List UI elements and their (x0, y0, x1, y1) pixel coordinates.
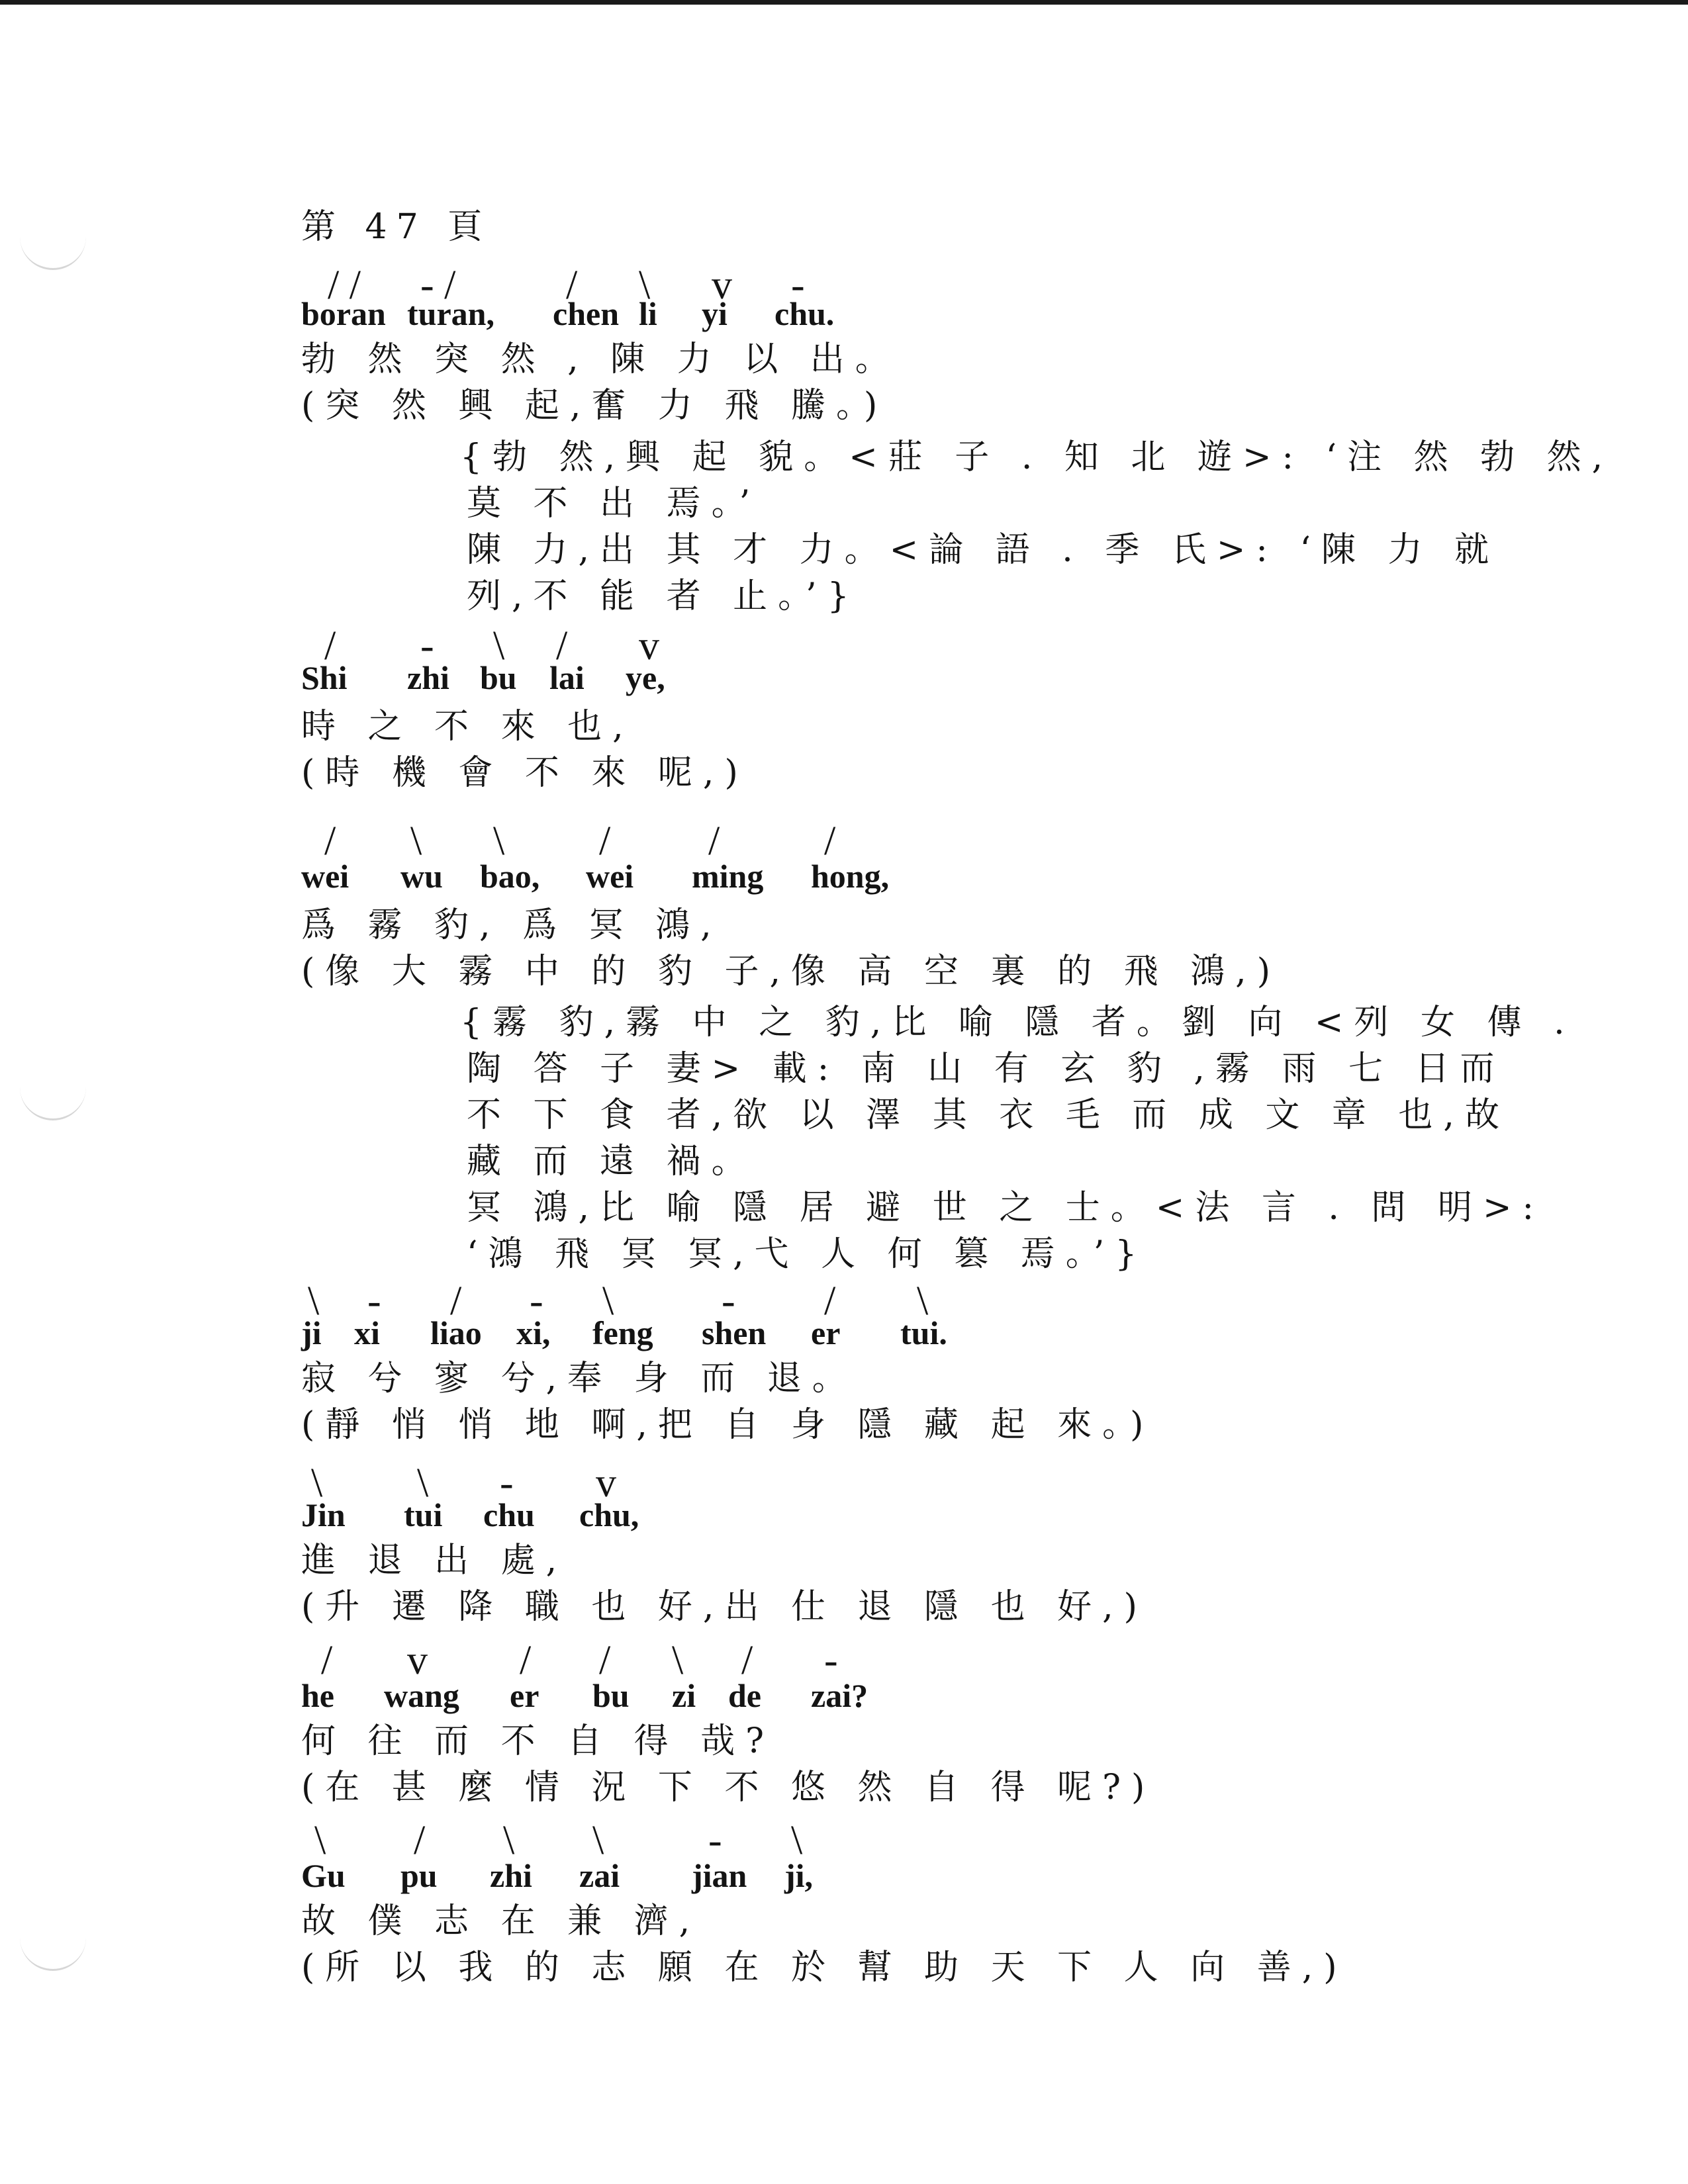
annotation-line: {勃 然,興 起 貌。<莊 子 . 知 北 遊>: ‘注 然 勃 然, (460, 437, 1614, 477)
tone-mark: / (741, 1638, 753, 1683)
pinyin-syllable: wang (384, 1677, 459, 1714)
pinyin-syllable: chu. (774, 295, 835, 332)
annotation-line: ‘鴻 飛 冥 冥,弋 人 何 篡 焉。’} (467, 1234, 1148, 1274)
chinese-line: 勃 然 突 然 , 陳 力 以 出。 (301, 340, 900, 379)
pinyin-syllable: wei (586, 858, 634, 895)
chinese-line: 何 往 而 不 自 得 哉? (301, 1721, 775, 1761)
tone-mark: - (708, 1818, 722, 1863)
tone-mark: / / (328, 263, 361, 308)
tone-mark: / (599, 1638, 611, 1683)
tone-mark: \ (503, 1818, 515, 1863)
punch-hole-mark (20, 1929, 86, 1971)
pinyin-syllable: tui. (900, 1314, 947, 1351)
tone-mark: \ (493, 819, 505, 864)
pinyin-syllable: zhi (490, 1857, 532, 1894)
pinyin-syllable: er (811, 1314, 841, 1351)
annotation-line: 藏 而 遠 禍。 (467, 1142, 757, 1181)
translation-line: (靜 悄 悄 地 啊,把 自 身 隱 藏 起 來。) (301, 1405, 1154, 1445)
tone-mark: / (324, 623, 336, 668)
tone-mark: v (596, 1461, 616, 1506)
pinyin-syllable: jian (692, 1857, 747, 1894)
tone-mark: \ (314, 1818, 326, 1863)
tone-mark: / (556, 623, 568, 668)
tone-mark: / (566, 263, 578, 308)
pinyin-syllable: chen (553, 295, 619, 332)
tone-mark: / (824, 1279, 836, 1324)
annotation-line: 列,不 能 者 止。’} (467, 576, 860, 616)
pinyin-syllable: bao, (480, 858, 540, 895)
pinyin-syllable: yi (702, 295, 727, 332)
tone-mark: / (321, 1638, 333, 1683)
pinyin-syllable: xi, (516, 1314, 551, 1351)
pinyin-syllable: turan, (407, 295, 494, 332)
pinyin-syllable: wu (400, 858, 443, 895)
annotation-line: 陳 力,出 其 才 力。<論 語 . 季 氏>: ‘陳 力 就 (467, 530, 1500, 570)
tone-mark: - (530, 1279, 543, 1324)
tone-mark: / (520, 1638, 532, 1683)
pinyin-syllable: lai (549, 659, 585, 696)
annotation-line: 莫 不 出 焉。’ (467, 484, 761, 523)
tone-mark: / (450, 1279, 462, 1324)
tone-mark: - (420, 623, 434, 668)
tone-mark: \ (417, 1461, 429, 1506)
pinyin-syllable: er (510, 1677, 539, 1714)
chinese-line: 爲 霧 豹, 爲 冥 鴻, (301, 905, 722, 945)
translation-line: (所 以 我 的 志 願 在 於 幫 助 天 下 人 向 善,) (301, 1948, 1348, 1987)
tone-mark: \ (639, 263, 651, 308)
pinyin-syllable: tui (404, 1496, 443, 1533)
pinyin-syllable: Jin (301, 1496, 346, 1533)
pinyin-syllable: li (639, 295, 657, 332)
tone-mark: \ (410, 819, 422, 864)
tone-mark: - (367, 1279, 381, 1324)
annotation-line: 陶 答 子 妻> 載: 南 山 有 玄 豹 ,霧 雨 七 日而 (467, 1049, 1505, 1089)
tone-mark: \ (672, 1638, 684, 1683)
tone-mark: - (722, 1279, 735, 1324)
tone-mark: / (708, 819, 720, 864)
pinyin-syllable: Gu (301, 1857, 346, 1894)
tone-mark: / (824, 819, 836, 864)
tone-mark: v (407, 1638, 428, 1683)
tone-mark: - (824, 1638, 838, 1683)
annotation-line: {霧 豹,霧 中 之 豹,比 喻 隱 者。劉 向 <列 女 傳 . (460, 1003, 1575, 1042)
pinyin-syllable: Shi (301, 659, 348, 696)
pinyin-syllable: ji, (784, 1857, 814, 1894)
pinyin-syllable: xi (354, 1314, 380, 1351)
translation-line: (升 遷 降 職 也 好,出 仕 退 隱 也 好,) (301, 1587, 1148, 1627)
pinyin-syllable: boran (301, 295, 386, 332)
pinyin-syllable: shen (702, 1314, 767, 1351)
translation-line: (像 大 霧 中 的 豹 子,像 高 空 裏 的 飛 鴻,) (301, 952, 1281, 991)
tone-mark: - (791, 263, 805, 308)
tone-mark: / (324, 819, 336, 864)
pinyin-syllable: zhi (407, 659, 449, 696)
annotation-line: 不 下 食 者,欲 以 澤 其 衣 毛 而 成 文 章 也,故 (467, 1095, 1510, 1135)
pinyin-syllable: chu, (579, 1496, 639, 1533)
translation-line: (時 機 會 不 來 呢,) (301, 753, 749, 793)
annotation-line: 冥 鴻,比 喻 隱 居 避 世 之 士。<法 言 . 問 明>: (467, 1188, 1545, 1228)
pinyin-syllable: hong, (811, 858, 890, 895)
pinyin-syllable: zi (672, 1677, 696, 1714)
pinyin-syllable: ming (692, 858, 764, 895)
chinese-line: 故 僕 志 在 兼 濟, (301, 1901, 701, 1941)
tone-mark: v (712, 263, 732, 308)
pinyin-syllable: feng (592, 1314, 653, 1351)
pinyin-syllable: de (728, 1677, 761, 1714)
pinyin-syllable: zai? (811, 1677, 868, 1714)
pinyin-syllable: he (301, 1677, 334, 1714)
tone-mark: / (414, 1818, 426, 1863)
pinyin-syllable: ye, (626, 659, 665, 696)
chinese-line: 時 之 不 來 也, (301, 707, 634, 747)
page-number: 第 47 頁 (301, 207, 492, 247)
pinyin-syllable: zai (579, 1857, 620, 1894)
pinyin-syllable: wei (301, 858, 350, 895)
chinese-line: 進 退 出 處, (301, 1541, 568, 1580)
pinyin-syllable: ji (301, 1314, 322, 1351)
tone-mark: \ (791, 1818, 803, 1863)
tone-mark: / (599, 819, 611, 864)
punch-hole-mark (20, 228, 86, 270)
tone-mark: - (500, 1461, 514, 1506)
pinyin-syllable: liao (430, 1314, 482, 1351)
tone-mark: \ (592, 1818, 604, 1863)
scan-edge-line (0, 0, 1688, 5)
tone-mark: \ (308, 1279, 320, 1324)
chinese-line: 寂 兮 寥 兮,奉 身 而 退。 (301, 1359, 857, 1398)
tone-mark: - / (420, 263, 456, 308)
tone-mark: \ (917, 1279, 929, 1324)
tone-mark: \ (602, 1279, 614, 1324)
punch-hole-mark (20, 1079, 86, 1120)
pinyin-syllable: chu (483, 1496, 535, 1533)
tone-mark: \ (311, 1461, 323, 1506)
translation-line: (在 甚 麼 情 況 下 不 悠 然 自 得 呢?) (301, 1768, 1156, 1807)
pinyin-syllable: bu (592, 1677, 630, 1714)
pinyin-syllable: pu (400, 1857, 438, 1894)
pinyin-syllable: bu (480, 659, 517, 696)
tone-mark: \ (493, 623, 505, 668)
translation-line: (突 然 興 起,奮 力 飛 騰。) (301, 386, 888, 426)
tone-mark: v (639, 623, 659, 668)
